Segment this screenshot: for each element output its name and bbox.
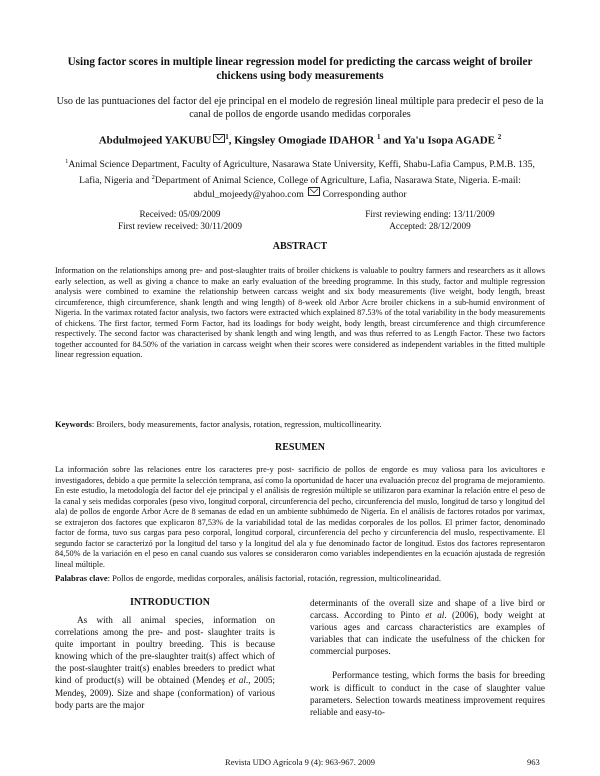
abstract-text: Information on the relationships among pre- and post-slaughter traits of broiler chickens is valuable to poultry farmers and researchers as it allows early selection, as well as giving a chance to make an early evaluation of the breeding programme. In this study, factor and multiple regression analysis were combined to examine the relationship between carcass weight and six body measurements (live weight, body length, breast circumference, thigh circumference, shank length and wing length) of 8-week old Arbor Acre broiler chickens in a sub-humid environment of Nigeria. In the varimax rotated factor analysis, two factors were extracted which explained 87.53% of the total variability in the body measurements of chickens. The first factor, termed Form Factor, had its loadings for body weight, body length, breast circumference and thigh circumference respectively. The second factor was characterised by shank length and wing length, and was thus referred to as Length Factor. These two factors together accounted for 84.50% of the variation in carcass weight when their scores were considered as independent variables in the fitted multiple linear regression equation.: [55, 266, 545, 359]
author-name: Kingsley Omogiade IDAHOR: [234, 134, 375, 147]
affiliation-text: Department of Animal Science, College of Agriculture, Lafia, Nasarawa State, Nigeria. E-mail: abdul_mojeedy@yahoo.com: [154, 175, 521, 201]
body-paragraph: [310, 597, 545, 657]
paper-title: Using factor scores in multiple linear regression model for predicting the carcass weight of broiler chickens using body measurements: [67, 56, 533, 82]
received-date: Received: 05/09/2009: [139, 209, 221, 219]
envelope-icon: [308, 187, 320, 196]
corresponding-author-note: Corresponding author: [322, 189, 407, 201]
palabras-clave-line: [55, 573, 545, 584]
submission-dates-left: [105, 208, 255, 232]
author-affiliation-mark: 1: [376, 133, 381, 141]
author-separator: and: [380, 134, 404, 147]
journal-footer: Revista UDO Agrícola 9 (4): 963-967. 2009: [225, 757, 375, 767]
submission-dates-right: [345, 208, 515, 232]
affiliation-block: [55, 155, 545, 201]
introduction-heading: INTRODUCTION: [130, 597, 211, 608]
author-list: [40, 130, 560, 148]
accepted-date: Accepted: 28/12/2009: [389, 221, 471, 231]
palabras-clave-label: Palabras clave: [55, 573, 108, 583]
paper-subtitle: Uso de las puntuaciones del factor del eje principal en el modelo de regresión lineal múltiple para predecir el peso de la canal de pollos de engorde usando medidas corporales: [56, 96, 544, 120]
body-text: determinants of the overall size and shape of a live bird or carcass. According to Pinto: [310, 598, 545, 621]
author-name: Abdulmojeed YAKUBU: [98, 134, 212, 147]
abstract-heading: ABSTRACT: [272, 241, 328, 252]
affiliation-text: Animal Science Department, Faculty of Agriculture, Nasarawa State University, Keffi, Shabu-Lafia Campus, P.M.B. 135, Lafia, Nigeria and: [68, 159, 535, 187]
body-text: As with all animal species, information on correlations among the pre- and post- slaughter traits is quite important in poultry breeding. This is because knowing which of the pre-slaughter trait(s) affect which of the post-slaughter trait(s) enables breeders to predict what kind of product(s) will be obtained (Mendeş: [55, 615, 275, 686]
body-paragraph: [55, 614, 275, 711]
affiliation-mark: 1: [65, 158, 69, 165]
body-text: ., 2005; Mendeş, 2009). Size and shape (conformation) of various body parts are the major: [55, 675, 275, 710]
palabras-clave-text: : Pollos de engorde, medidas corporales, análisis factorial, rotación, regression, multicolinearidad.: [107, 573, 441, 583]
resumen-heading: RESUMEN: [274, 442, 325, 453]
body-column-left: [55, 614, 275, 711]
envelope-icon: [213, 134, 225, 143]
reviewing-ending-date: First reviewing ending: 13/11/2009: [365, 209, 495, 219]
body-paragraph: Performance testing, which forms the basis for breeding work is difficult to conduct in the case of slaughter value parameters. Selection towards meatiness improvement requires reliable and easy-to-: [310, 670, 545, 717]
author-name: Ya'u Isopa AGADE: [403, 134, 496, 147]
author-affiliation-mark: 2: [497, 133, 502, 141]
keywords-label: Keywords: [55, 419, 92, 429]
author-affiliation-mark: 1: [225, 133, 229, 141]
body-text-italic: et al: [425, 610, 445, 621]
keywords-text: : Broilers, body measurements, factor analysis, rotation, regression, multicollinearity.: [91, 419, 382, 429]
resumen-text: La información sobre las relaciones entre los caracteres pre-y post- sacrificio de pollos de engorde es muy valiosa para los avicultores e investigadores, debido a que permite la selección temprana, así como la oportunidad de hacer una evaluación precoz del programa de mejoramiento. En este estudio, la metodología del factor del eje principal y el análisis de regresión múltiple se utilizaron para examinar la relación entre el peso de la canal y seis medidas corporales (peso vivo, longitud corporal, circunferencia del pecho, circunferencia del muslo, longitud de tarso y longitud del ala) de pollos de engorde Arbor Acre de 8 semanas de edad en un ambiente subhúmedo de Nigeria. En el análisis de factores rotados por varimax, se extrajeron dos factores que explicaron 87,53% de la variabilidad total de las medidas corporales de los pollos. El primer factor, denominado factor de forma, tuvo sus cargas para peso corporal, longitud corporal, circunferencia del pecho y circunferencia del muslo, respectivamente. El segundo factor se caracterizó por la longitud del tarso y la longitud del ala y fue denominado factor de longitud. Estos dos factores representaron 84,50% de la variación en el peso en canal cuando sus valores se consideraron como variables independientes en la ecuación ajustada de regresión lineal múltiple.: [55, 465, 545, 569]
body-column-right: [310, 597, 545, 718]
body-text-italic: et al: [228, 675, 246, 686]
affiliation-mark: 2: [151, 174, 155, 182]
first-review-date: First review received: 30/11/2009: [118, 221, 242, 231]
keywords-line: [55, 419, 545, 430]
body-text: . (2006), body weight at various ages and carcass characteristics are examples of variables that can indicate the usefulness of the chicken for commercial purposes.: [310, 610, 545, 657]
author-separator: ,: [228, 134, 235, 147]
page-number: 963: [527, 757, 540, 767]
